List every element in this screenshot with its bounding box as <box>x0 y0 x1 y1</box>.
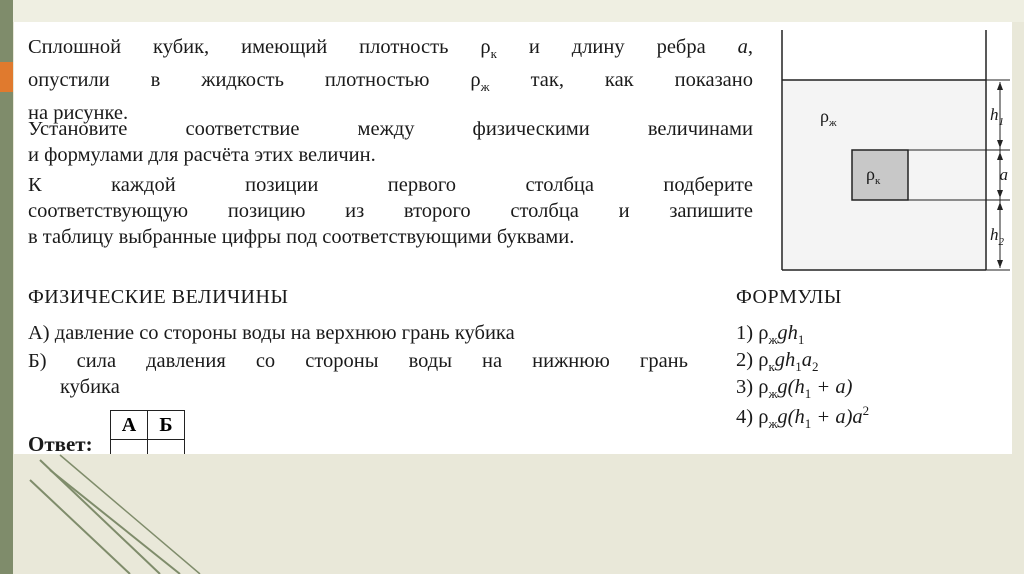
answer-cell-a[interactable] <box>111 440 148 455</box>
instruction-line-1: Установите соответствие между физическими величинами <box>28 118 753 140</box>
h2-label: $h_2$ <box>990 225 1004 248</box>
h1-label: $h_1$ <box>990 105 1004 128</box>
instruction-line-2: и формулами для расчёта этих величин. <box>28 144 376 166</box>
formula-2: 2) $\rho_кgh_1a_2$ <box>736 349 819 374</box>
answer-cell-b[interactable] <box>148 440 185 455</box>
vessel-figure <box>780 30 1012 272</box>
arrow-h2-bottom-icon <box>997 260 1003 268</box>
task-instruction-2 <box>28 172 753 250</box>
answer-col-b: Б <box>148 411 185 440</box>
intro-line-2: опустили в жидкость плотностью $\rho_ж$ так, как показано <box>28 69 753 94</box>
task-instruction <box>28 116 753 168</box>
formulas-header: ФОРМУЛЫ <box>736 286 842 308</box>
instruction2-line-1: К каждой позиции первого столбца подберите <box>28 174 753 196</box>
quantity-b: Б) сила давления со стороны воды на нижнюю грань кубика <box>28 350 689 398</box>
answer-label: Ответ: <box>28 432 93 454</box>
arrow-a-top-icon <box>997 152 1003 160</box>
quantity-a: А) давление со стороны воды на верхнюю грань кубика <box>28 322 515 344</box>
answer-table <box>110 410 185 454</box>
instruction2-line-2: соответствующую позицию из второго столбца и запишите <box>28 200 753 222</box>
answer-col-a: А <box>111 411 148 440</box>
intro-line-1: Сплошной кубик, имеющий плотность $\rho_к$ и длину ребра a, <box>28 36 754 61</box>
instruction2-line-3: в таблицу выбранные цифры под соответствующими буквами. <box>28 226 575 248</box>
quantities-header: ФИЗИЧЕСКИЕ ВЕЛИЧИНЫ <box>28 286 289 308</box>
slide-content <box>14 22 1012 454</box>
formula-1: 1) $\rho_жgh_1$ <box>736 322 805 347</box>
arrow-h1-top-icon <box>997 82 1003 90</box>
arrow-a-bottom-icon <box>997 190 1003 198</box>
task-intro <box>28 34 753 126</box>
arrow-h2-top-icon <box>997 202 1003 210</box>
formula-3: 3) $\rho_жg(h_1 + a)$ <box>736 376 853 401</box>
cube-label: $\rho_к$ <box>866 164 881 187</box>
formula-4: 4) $\rho_жg(h_1 + a)a^2$ <box>736 403 870 431</box>
intro-line-3: на рисунке. <box>28 102 129 124</box>
liquid-label: $\rho_ж$ <box>820 106 837 129</box>
arrow-h1-bottom-icon <box>997 140 1003 148</box>
a-label: a <box>999 165 1008 184</box>
